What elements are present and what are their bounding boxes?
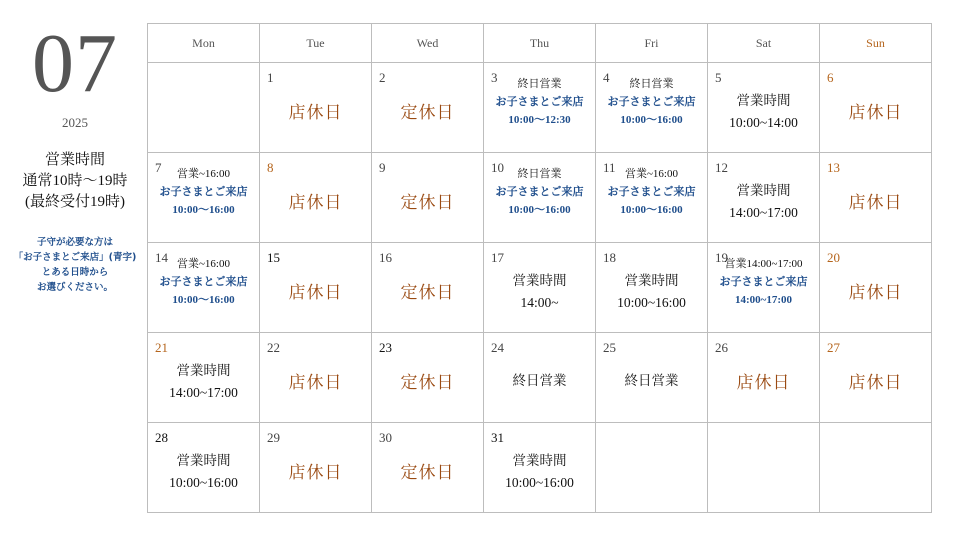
weekday-sat: Sat [708,24,820,63]
day-schedule [484,450,595,494]
day-number: 31 [491,430,504,445]
weekday-sun: Sun [820,24,932,63]
week-row [148,243,932,333]
day-number: 3 [491,70,498,85]
day-cell-31 [484,423,596,513]
day-number: 27 [827,340,840,355]
day-cell-13 [820,153,932,243]
kids-label: お子さまとご来店 [607,95,696,108]
kids-hours: 10:00〜12:30 [508,114,571,126]
calendar-grid [147,23,932,513]
day-number: 24 [491,340,504,355]
day-number: 19 [715,250,728,265]
day-number: 1 [267,70,274,85]
open-all-day-label: 終日営業 [512,373,567,389]
closed-label: 定休日 [400,283,455,303]
day-number: 30 [379,430,392,445]
day-number: 7 [155,160,162,175]
year-label: 2025 [62,115,88,130]
hours-range: 10:00~16:00 [617,295,686,310]
weekday-tue: Tue [260,24,372,63]
open-label: 営業~16:00 [176,168,230,180]
closed-label: 店休日 [848,283,903,303]
day-number: 22 [267,340,280,355]
day-cell-28 [148,423,260,513]
day-cell-15 [260,243,372,333]
week-row [148,423,932,513]
hours-label: 営業時間 [176,363,231,379]
closed-label: 店休日 [288,103,343,123]
day-cell-6 [820,63,932,153]
day-cell-27 [820,333,932,423]
hours-label: 営業時間 [624,273,679,289]
closed-label: 定休日 [400,373,455,393]
kids-hours: 10:00〜16:00 [172,204,235,216]
day-number: 10 [491,160,504,175]
open-label: 営業~16:00 [176,258,230,270]
hours-range: 10:00~16:00 [169,475,238,490]
month-number: 07 [32,17,118,110]
day-cell-9 [372,153,484,243]
kids-label: お子さまとご来店 [719,275,808,288]
day-schedule [596,75,707,129]
day-cell-21 [148,333,260,423]
closed-label: 定休日 [400,193,455,213]
closed-label: 定休日 [400,463,455,483]
day-cell-14 [148,243,260,333]
hours-last-reception: (最終受付19時) [25,194,125,210]
day-schedule [148,255,259,309]
day-cell-11 [596,153,708,243]
weekday-thu: Thu [484,24,596,63]
weekday-header-row [148,24,932,63]
day-cell-empty [708,423,820,513]
week-row [148,63,932,153]
day-cell-1 [260,63,372,153]
closed-label: 店休日 [848,193,903,213]
day-cell-24 [484,333,596,423]
day-cell-17 [484,243,596,333]
day-number: 8 [267,160,274,175]
open-label: 営業~16:00 [624,168,678,180]
hours-label: 営業時間 [736,93,791,109]
day-number: 11 [603,160,616,175]
closed-label: 店休日 [736,373,791,393]
note-line: お選びください。 [36,282,113,293]
hours-range: 14:00~17:00 [729,205,798,220]
day-number: 20 [827,250,840,265]
hours-label: 営業時間 [176,453,231,469]
weekday-mon: Mon [148,24,260,63]
open-label: 終日営業 [629,77,674,90]
business-hours-info [0,150,150,213]
closed-label: 店休日 [288,283,343,303]
day-cell-23 [372,333,484,423]
day-cell-3 [484,63,596,153]
day-schedule [148,450,259,494]
day-number: 5 [715,70,722,85]
kids-hours: 14:00~17:00 [734,294,793,306]
hours-range: 14:00~17:00 [169,385,238,400]
day-number: 25 [603,340,616,355]
day-cell-29 [260,423,372,513]
day-cell-empty [596,423,708,513]
hours-label: 営業時間 [736,183,791,199]
day-number: 23 [379,340,392,355]
day-cell-7 [148,153,260,243]
day-cell-26 [708,333,820,423]
day-number: 6 [827,70,834,85]
kids-label: お子さまとご来店 [495,95,584,108]
day-number: 28 [155,430,168,445]
kids-hours: 10:00〜16:00 [620,114,683,126]
kids-hours: 10:00〜16:00 [620,204,683,216]
day-number: 21 [155,340,168,355]
weekday-fri: Fri [596,24,708,63]
hours-range: 10:00~16:00 [505,475,574,490]
closed-label: 店休日 [848,373,903,393]
open-label: 終日営業 [517,167,562,180]
day-cell-30 [372,423,484,513]
day-schedule [708,180,819,224]
kids-label: お子さまとご来店 [495,185,584,198]
week-row [148,333,932,423]
day-cell-12 [708,153,820,243]
kids-hours: 10:00〜16:00 [172,294,235,306]
day-number: 9 [379,160,386,175]
day-cell-18 [596,243,708,333]
kids-label: お子さまとご来店 [159,185,248,198]
hours-normal: 通常10時〜19時 [22,173,128,189]
day-number: 12 [715,160,728,175]
day-schedule [148,165,259,219]
closed-label: 店休日 [288,193,343,213]
day-schedule [708,90,819,134]
childcare-note [0,235,150,295]
kids-label: お子さまとご来店 [607,185,696,198]
closed-label: 店休日 [848,103,903,123]
week-row [148,153,932,243]
day-schedule [596,165,707,219]
day-cell-empty [148,63,260,153]
day-cell-4 [596,63,708,153]
open-label: 終日営業 [517,77,562,90]
day-schedule [484,270,595,314]
kids-hours: 10:00〜16:00 [508,204,571,216]
day-cell-20 [820,243,932,333]
hours-title: 営業時間 [44,152,105,168]
closed-label: 定休日 [400,103,455,123]
day-number: 18 [603,250,616,265]
open-label: 営業14:00~17:00 [724,258,803,270]
day-number: 26 [715,340,728,355]
day-number: 29 [267,430,280,445]
day-cell-16 [372,243,484,333]
day-schedule [484,75,595,129]
day-cell-19 [708,243,820,333]
hours-range: 10:00~14:00 [729,115,798,130]
weekday-wed: Wed [372,24,484,63]
day-number: 4 [603,70,610,85]
day-number: 13 [827,160,840,175]
day-cell-10 [484,153,596,243]
day-number: 15 [267,250,280,265]
day-schedule [484,165,595,219]
hours-label: 営業時間 [512,453,567,469]
note-line: 「お子さまとご来店」(青字) [13,252,137,263]
closed-label: 店休日 [288,373,343,393]
hours-range: 14:00~ [520,295,559,310]
kids-label: お子さまとご来店 [159,275,248,288]
day-cell-8 [260,153,372,243]
note-line: 子守が必要な方は [36,237,113,248]
note-line: とある日時から [41,267,109,278]
open-all-day-label: 終日営業 [624,373,679,389]
day-schedule [148,360,259,404]
day-number: 14 [155,250,168,265]
day-cell-2 [372,63,484,153]
day-number: 17 [491,250,504,265]
day-schedule [708,255,819,309]
day-cell-5 [708,63,820,153]
closed-label: 店休日 [288,463,343,483]
day-number: 2 [379,70,386,85]
day-cell-25 [596,333,708,423]
day-cell-empty [820,423,932,513]
day-cell-22 [260,333,372,423]
hours-label: 営業時間 [512,273,567,289]
day-schedule [596,270,707,314]
day-number: 16 [379,250,392,265]
